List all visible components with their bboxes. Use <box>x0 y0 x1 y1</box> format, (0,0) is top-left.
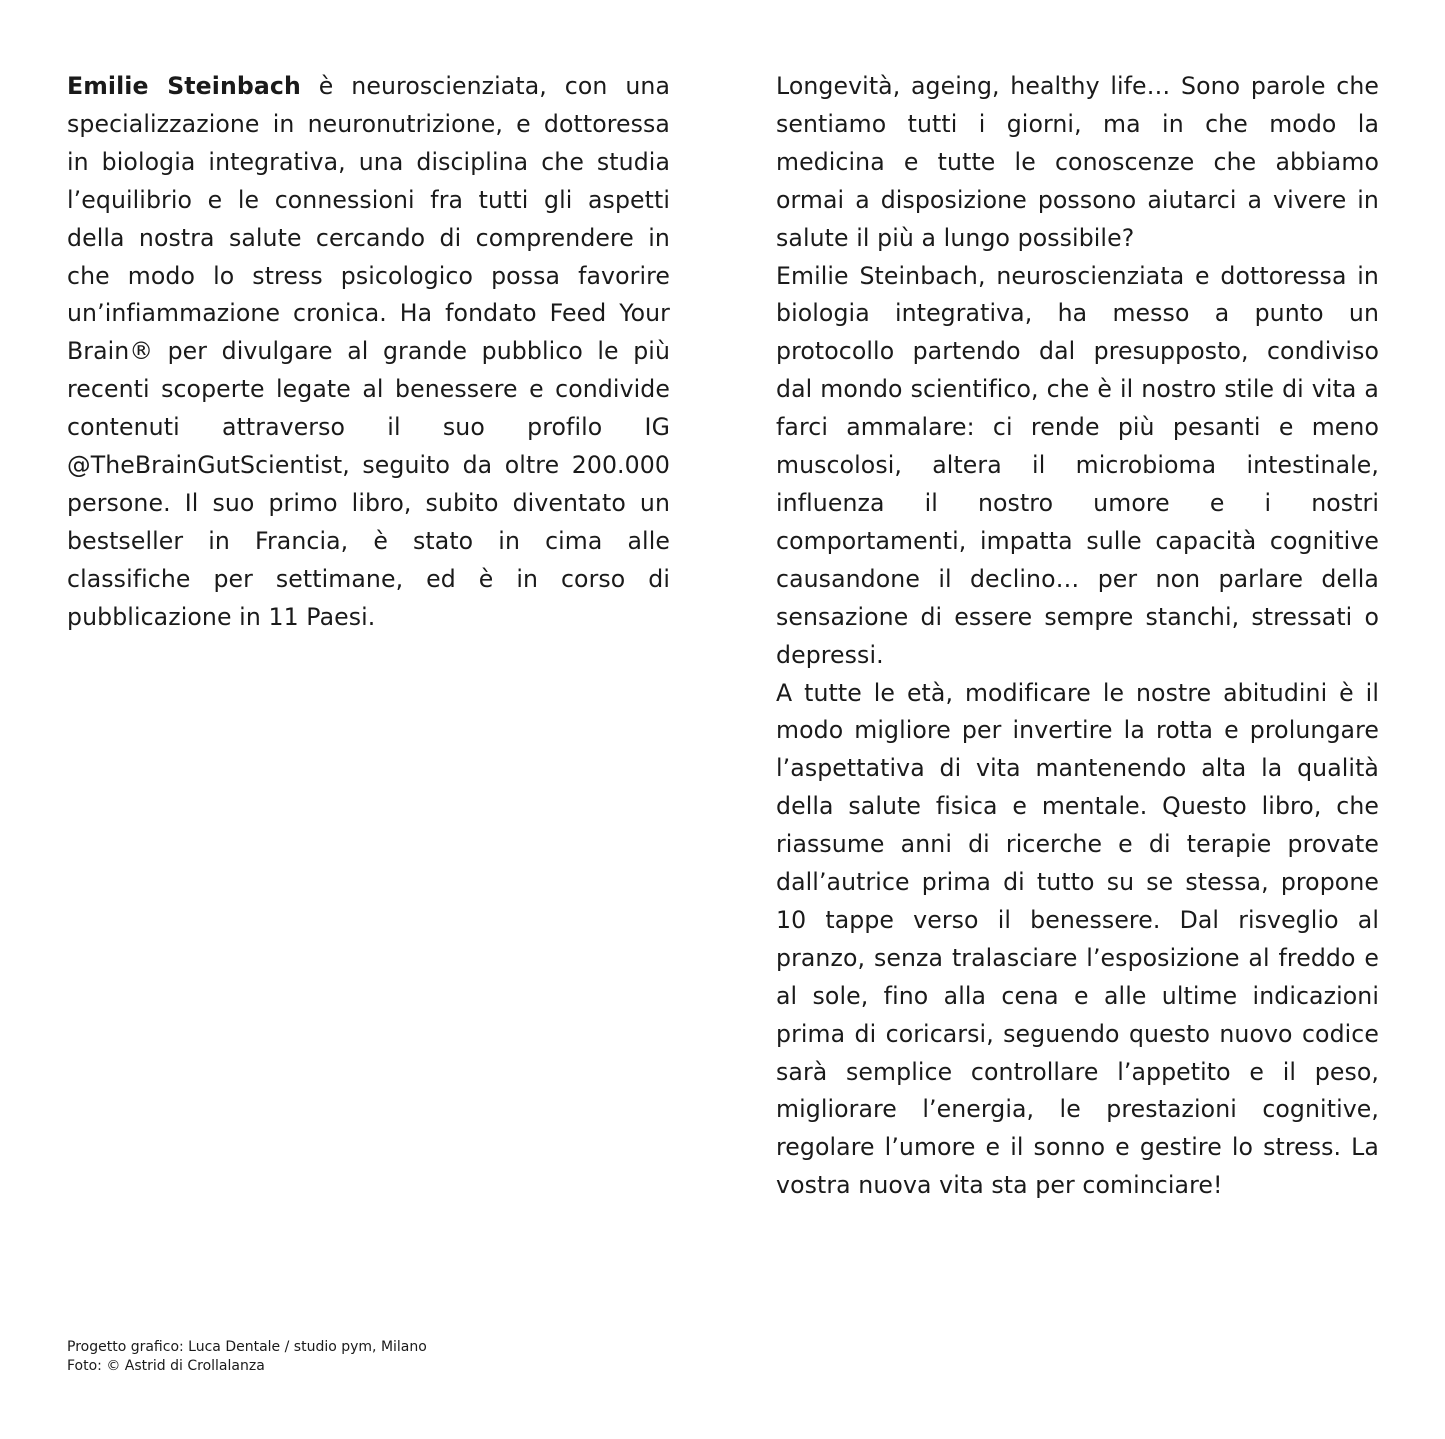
photo-credit: Foto: © Astrid di Crollalanza <box>67 1358 265 1374</box>
credits <box>67 1338 427 1376</box>
design-credit: Progetto grafico: Luca Dentale / studio pym, Milano <box>67 1339 427 1355</box>
author-bio-paragraph <box>67 68 670 637</box>
book-blurb <box>776 68 1379 1205</box>
author-bio <box>67 68 670 637</box>
blurb-paragraph-2: Emilie Steinbach, neuroscienziata e dottoressa in biologia integrativa, ha messo a punto un protocollo partendo dal presupposto, condiviso dal mondo scientifico, che è il nostro stile di vita a farci ammalare: ci rende più pesanti e meno muscolosi, altera il microbioma intestinale, influenza il nostro umore e i nostri comportamenti, impatta sulle capacità cognitive causandone il declino… per non parlare della sensazione di essere sempre stanchi, stressati o depressi. <box>776 261 1379 669</box>
blurb-paragraph-1: Longevità, ageing, healthy life… Sono parole che sentiamo tutti i giorni, ma in che modo la medicina e tutte le conoscenze che abbiamo ormai a disposizione possono aiutarci a vivere in salute il più a lungo possibile? <box>776 72 1379 252</box>
author-bio-text: è neuroscienziata, con una specializzazione in neuronutrizione, e dottoressa in biologia integrativa, una disciplina che studia l’equilibrio e le connessioni fra tutti gli aspetti della nostra salute cercando di comprendere in che modo lo stress psicologico possa favorire un’infiammazione cronica. Ha fondato Feed Your Brain® per divulgare al grande pubblico le più recenti scoperte legate al benessere e condivide contenuti attraverso il suo profilo IG @TheBrainGutScientist, seguito da oltre 200.000 persone. Il suo primo libro, subito diventato un bestseller in Francia, è stato in cima alle classifiche per settimane, ed è in corso di pubblicazione in 11 Paesi. <box>67 72 671 631</box>
blurb-paragraph-3: A tutte le età, modificare le nostre abitudini è il modo migliore per invertire la rotta e prolungare l’aspettativa di vita mantenendo alta la qualità della salute fisica e mentale. Questo libro, che riassume anni di ricerche e di terapie provate dall’autrice prima di tutto su se stessa, propone 10 tappe verso il benessere. Dal risveglio al pranzo, senza tralasciare l’esposizione al freddo e al sole, fino alla cena e alle ultime indicazioni prima di coricarsi, seguendo questo nuovo codice sarà semplice controllare l’appetito e il peso, migliorare l’energia, le prestazioni cognitive, regolare l’umore e il sonno e gestire lo stress. La vostra nuova vita sta per cominciare! <box>776 678 1379 1200</box>
author-name: Emilie Steinbach <box>67 72 301 100</box>
